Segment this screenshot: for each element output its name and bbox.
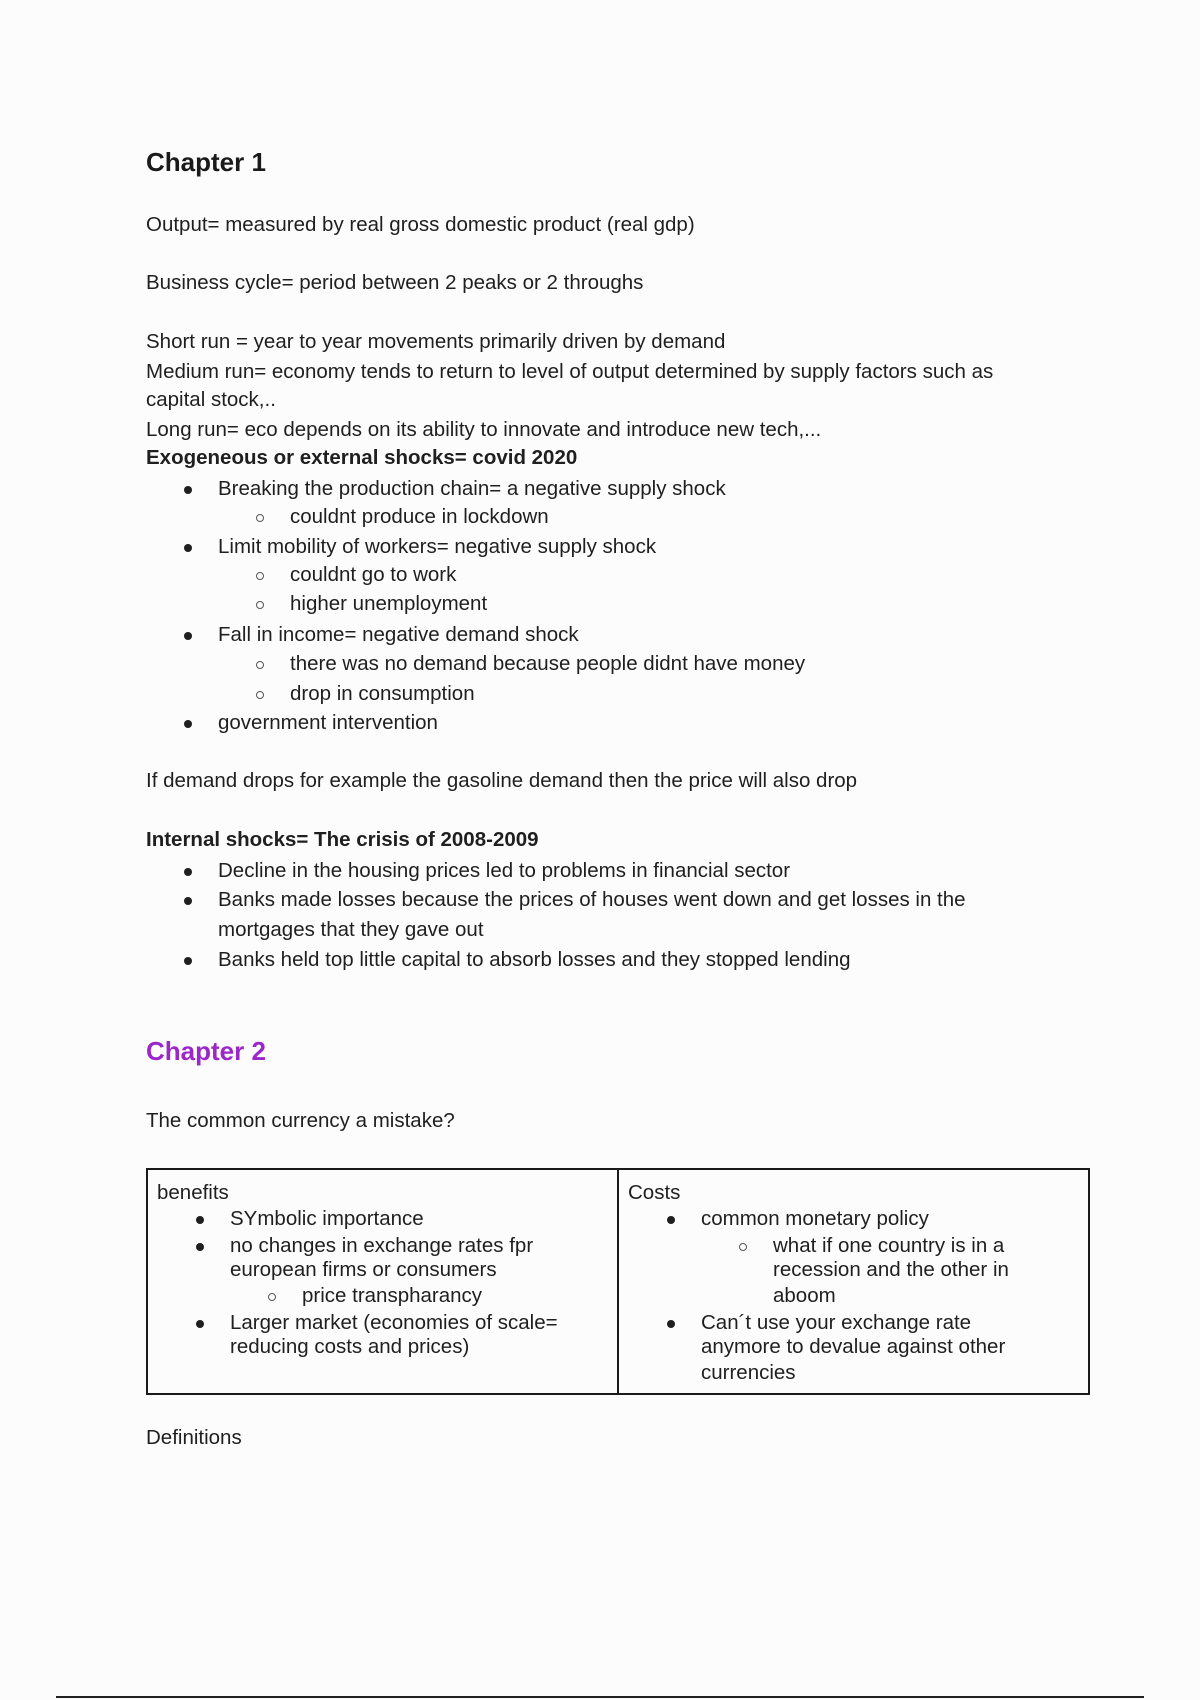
benefits-cell [147, 1169, 618, 1394]
benefits-costs-table [146, 1168, 1090, 1395]
sub-list-item: couldnt go to work [290, 563, 457, 586]
benefit-item-cont: european firms or consumers [230, 1258, 497, 1281]
internal-shocks-heading: Internal shocks= The crisis of 2008-2009 [146, 828, 539, 851]
benefit-item: no changes in exchange rates fpr [230, 1234, 534, 1257]
bullet-icon [196, 1320, 204, 1328]
bullet-icon [184, 897, 192, 905]
bullet-icon [667, 1320, 675, 1328]
list-item: Banks held top little capital to absorb losses and they stopped lending [218, 948, 851, 971]
list-item: Breaking the production chain= a negative supply shock [218, 477, 726, 500]
output-definition: Output= measured by real gross domestic product (real gdp) [146, 213, 695, 236]
sub-list-item: couldnt produce in lockdown [290, 505, 549, 528]
costs-header: Costs [628, 1181, 681, 1204]
bullet-icon [184, 957, 192, 965]
sub-bullet-icon [256, 691, 264, 699]
benefit-item-cont: reducing costs and prices) [230, 1335, 470, 1358]
business-cycle-definition: Business cycle= period between 2 peaks or 2 throughs [146, 271, 644, 294]
sub-list-item: there was no demand because people didnt have money [290, 652, 806, 675]
cost-item-cont: anymore to devalue against other [701, 1335, 1006, 1358]
long-run-definition: Long run= eco depends on its ability to innovate and introduce new tech,... [146, 418, 822, 441]
benefit-item: Larger market (economies of scale= [230, 1311, 558, 1334]
short-run-definition: Short run = year to year movements primarily driven by demand [146, 330, 726, 353]
costs-cell [618, 1169, 1089, 1394]
list-item: Fall in income= negative demand shock [218, 623, 579, 646]
cost-sub-item-cont: recession and the other in [773, 1258, 1009, 1281]
cost-sub-item: what if one country is in a [773, 1234, 1005, 1257]
cost-item: Can´t use your exchange rate [701, 1311, 972, 1334]
bullet-icon [667, 1216, 675, 1224]
sub-bullet-icon [256, 572, 264, 580]
sub-list-item: higher unemployment [290, 592, 488, 615]
sub-bullet-icon [256, 661, 264, 669]
sub-bullet-icon [739, 1243, 747, 1251]
bullet-icon [184, 544, 192, 552]
common-currency-question: The common currency a mistake? [146, 1109, 455, 1132]
list-item: Banks made losses because the prices of houses went down and get losses in the [218, 888, 966, 911]
cost-sub-item-cont: aboom [773, 1284, 836, 1307]
bullet-icon [184, 720, 192, 728]
sub-bullet-icon [256, 601, 264, 609]
benefit-sub-item: price transpharancy [302, 1284, 483, 1307]
list-item-cont: mortgages that they gave out [218, 918, 484, 941]
page-bottom-rule [56, 1696, 1144, 1698]
cost-item: common monetary policy [701, 1207, 929, 1230]
sub-bullet-icon [256, 514, 264, 522]
list-item: Decline in the housing prices led to problems in financial sector [218, 859, 791, 882]
cost-item-cont: currencies [701, 1361, 796, 1384]
benefits-header: benefits [157, 1181, 229, 1204]
chapter-2-title: Chapter 2 [146, 1036, 266, 1066]
list-item: Limit mobility of workers= negative supply shock [218, 535, 657, 558]
chapter-1-title: Chapter 1 [146, 147, 266, 177]
bullet-icon [184, 486, 192, 494]
bullet-icon [196, 1216, 204, 1224]
bullet-icon [184, 632, 192, 640]
sub-bullet-icon [268, 1293, 276, 1301]
list-item: government intervention [218, 711, 438, 734]
medium-run-definition: Medium run= economy tends to return to level of output determined by supply factors such as [146, 360, 994, 383]
bullet-icon [196, 1243, 204, 1251]
exogeneous-shocks-heading: Exogeneous or external shocks= covid 2020 [146, 446, 578, 469]
demand-drop-note: If demand drops for example the gasoline demand then the price will also drop [146, 769, 858, 792]
sub-list-item: drop in consumption [290, 682, 475, 705]
definitions-heading: Definitions [146, 1426, 242, 1449]
benefit-item: SYmbolic importance [230, 1207, 424, 1230]
medium-run-definition-cont: capital stock,.. [146, 388, 276, 411]
bullet-icon [184, 868, 192, 876]
